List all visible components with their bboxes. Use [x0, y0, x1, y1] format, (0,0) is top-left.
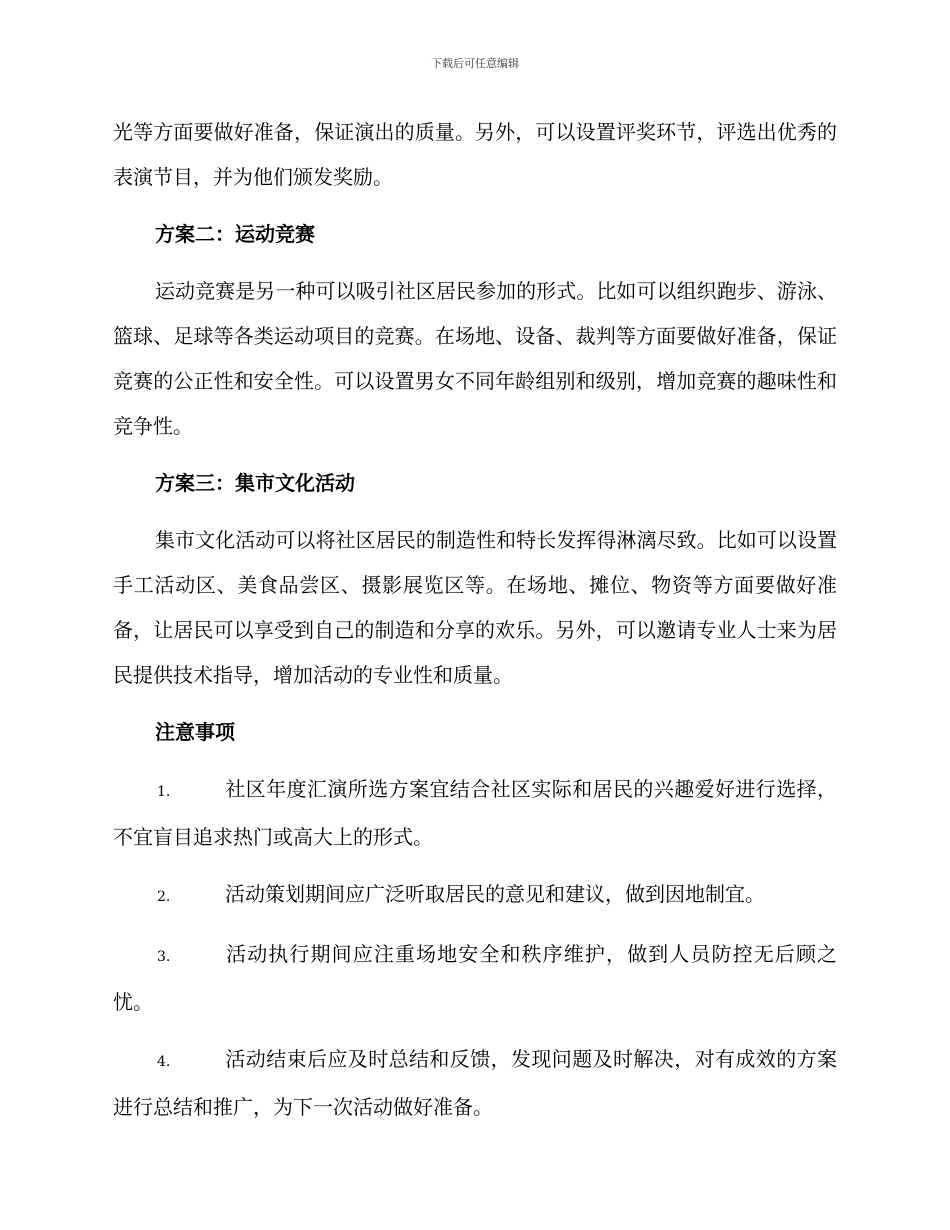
document-body	[113, 110, 837, 1130]
plan2-heading: 方案二：运动竞赛	[155, 222, 315, 246]
plan2-paragraph: 运动竞赛是另一种可以吸引社区居民参加的形式。比如可以组织跑步、游泳、篮球、足球等各类运动项目的竞赛。在场地、设备、裁判等方面要做好准备，保证竞赛的公正性和安全性。可以设置男女不同年龄组别和级别，增加竞赛的趣味性和竞争性。	[113, 279, 837, 438]
notes-item-text: 活动执行期间应注重场地安全和秩序维护，做到人员防控无后顾之忧。	[113, 942, 837, 1014]
page-header: 下载后可任意编辑	[431, 57, 519, 70]
notes-item-text: 社区年度汇演所选方案宜结合社区实际和居民的兴趣爱好进行选择，不宜盲目追求热门或高大上的形式。	[113, 777, 837, 849]
notes-item-number: 2.	[157, 889, 171, 905]
notes-heading: 注意事项	[155, 720, 235, 744]
notes-item-text: 活动结束后应及时总结和反馈，发现问题及时解决，对有成效的方案进行总结和推广，为下一次活动做好准备。	[113, 1047, 837, 1119]
notes-item-2	[113, 872, 837, 920]
notes-item-4	[113, 1037, 837, 1130]
notes-item-number: 3.	[157, 949, 171, 965]
plan3-paragraph: 集市文化活动可以将社区居民的制造性和特长发挥得淋漓尽致。比如可以设置手工活动区、美食品尝区、摄影展览区等。在场地、摊位、物资等方面要做好准备，让居民可以享受到自己的制造和分享的欢乐。另外，可以邀请专业人士来为居民提供技术指导，增加活动的专业性和质量。	[113, 528, 837, 687]
notes-item-3	[113, 932, 837, 1025]
notes-item-number: 1.	[157, 784, 171, 800]
notes-item-number: 4.	[157, 1054, 171, 1070]
intro-paragraph: 光等方面要做好准备，保证演出的质量。另外，可以设置评奖环节，评选出优秀的表演节目，并为他们颁发奖励。	[113, 120, 837, 189]
notes-item-text: 活动策划期间应广泛听取居民的意见和建议，做到因地制宜。	[225, 882, 765, 906]
plan3-heading: 方案三：集市文化活动	[155, 471, 355, 495]
notes-item-1	[113, 767, 837, 860]
